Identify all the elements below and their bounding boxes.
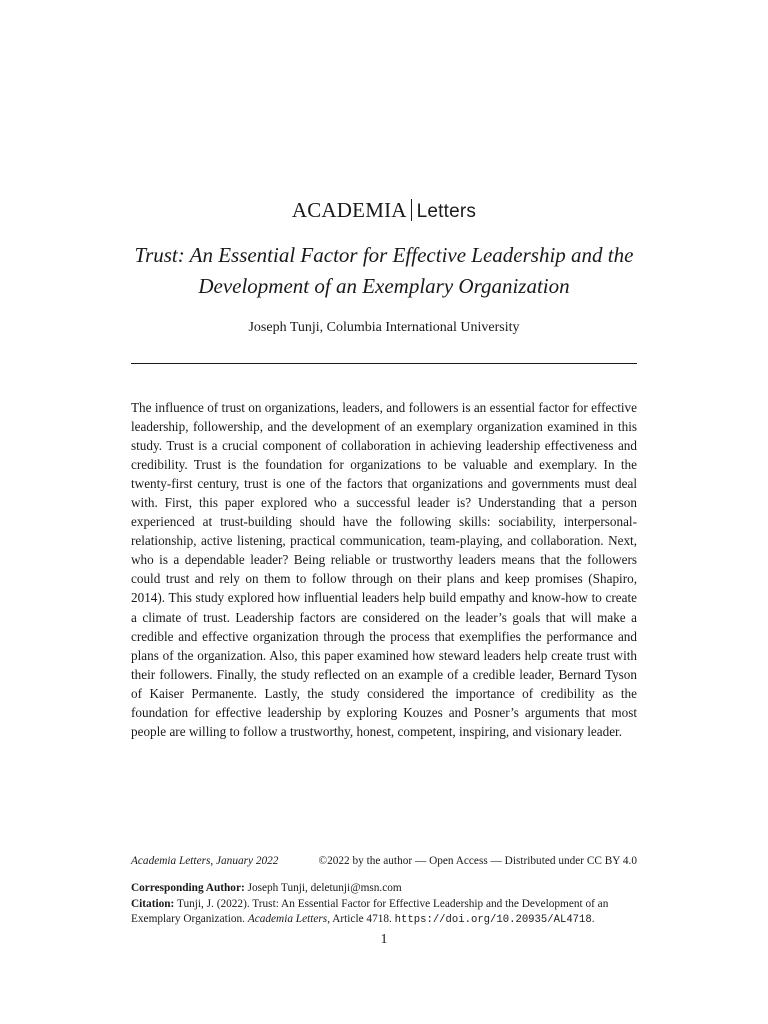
citation-end: . [591,913,595,925]
author-affiliation: Joseph Tunji, Columbia International University [248,320,520,335]
masthead-divider [411,199,412,221]
corresponding-author-label: Corresponding Author: [131,882,245,894]
title-rule [131,363,637,364]
abstract-text: The influence of trust on organizations, leaders, and followers is an essential factor for effective leadership, followership, and the development of an exemplary organization examined in this study. Trust is a crucial component of collaboration in achieving leadership effectiveness and credibility. Trust is the foundation for organizations to be valuable and exemplary. In the twenty-first century, trust is one of the factors that organizations and governments must deal with. First, this paper explored who a successful leader is? Understanding that a person experienced at trust-building should have the following skills: sociability, interpersonal-relationship, active listening, practical communication, team-playing, and collaboration. Next, who is a dependable leader? Being reliable or trustworthy leaders means that the followers could trust and rely on them to follow through on their plans and keep promises (Shapiro, 2014). This study explored how influential leaders help build empathy and know-how to create a climate of trust. Leadership factors are considered on the leader’s goals that will make a credible and effective organization through the process that exemplifies the performance and plans of the organization. Also, this paper examined how steward leaders help create trust with their followers. Finally, the study reflected on an example of a credible leader, Bernard Tyson of Kaiser Permanente. Lastly, the study considered the importance of credibility as the foundation for effective leadership by exploring Kouzes and Posner’s arguments that most people are willing to follow a trustworthy, honest, competent, inspiring, and visionary leader. [131,400,637,739]
citation-text: Tunji, J. (2022). Trust: An Essential Factor for Effective Leadership and the Development of an Exemplary Organization. [131,897,609,925]
citation-journal: Academia Letters [247,913,328,925]
corresponding-author-value: Joseph Tunji, deletunji@msn.com [247,882,402,894]
journal-brand: ACADEMIA [291,198,407,222]
footer-info-line [131,855,637,867]
license-text: ©2022 by the author — Open Access — Distributed under CC BY 4.0 [318,855,637,867]
citation-article: , Article 4718. [327,913,392,925]
journal-section: Letters [416,201,477,222]
paper-title: Trust: An Essential Factor for Effective Leadership and the Development of an Exemplary Organization [134,243,634,298]
journal-date: Academia Letters, January 2022 [131,855,279,867]
footer-metadata [131,881,637,929]
journal-masthead [0,198,768,223]
doi-link[interactable]: https://doi.org/10.20935/AL4718 [394,914,592,926]
page-number: 1 [380,932,388,947]
corresponding-author [131,881,637,897]
citation [131,897,637,929]
citation-label: Citation: [131,897,175,910]
